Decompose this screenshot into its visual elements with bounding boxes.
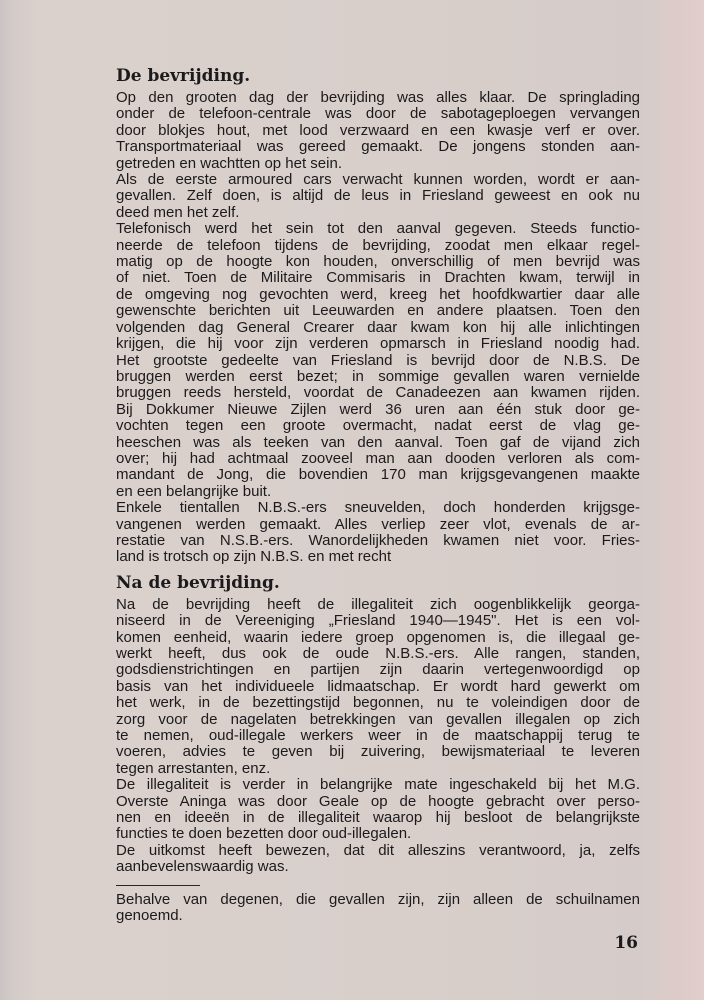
text-line: bruggen werden eerst bezet; in sommige gevallen waren vernielde: [116, 367, 640, 385]
footnote: [116, 892, 640, 925]
text-line: Telefonisch werd het sein tot den aanval gegeven. Steeds functio-: [116, 220, 640, 238]
text-line: Het grootste gedeelte van Friesland is bevrijd door de N.B.S. De: [116, 351, 640, 369]
text-line: het werk, in de bezettingstijd begonnen, nu te voleindigen door de: [116, 694, 640, 712]
text-line: Overste Aninga was door Geale op de hoogte gebracht over perso-: [116, 792, 640, 810]
text-line: komen eenheid, waarin iedere groep opgenomen is, die illegaal ge-: [116, 628, 640, 646]
section-heading: Na de bevrijding.: [116, 572, 280, 593]
page-number-row: [116, 933, 640, 953]
text-line: of niet. Toen de Militaire Commisaris in Drachten kwam, terwijl in: [116, 269, 640, 287]
text-line: De uitkomst heeft bewezen, dat dit alleszins verantwoord, ja, zelfs: [116, 841, 640, 859]
text-line: deed men het zelf.: [116, 203, 240, 221]
text-line: volgenden dag General Crearer daar kwam kon hij alle inlichtingen: [116, 318, 640, 336]
text-line: voeren, advies te geven bij zuivering, bewijsmateriaal te leveren: [116, 743, 640, 761]
text-line: over; hij had achtmaal zooveel man aan dooden verloren als com-: [116, 449, 640, 467]
text-line: Bij Dokkumer Nieuwe Zijlen werd 36 uren aan één stuk door ge-: [116, 400, 640, 418]
section-heading: De bevrijding.: [116, 66, 251, 86]
footnote-rule: [116, 885, 200, 886]
text-line: Transportmateriaal was gereed gemaakt. De jongens stonden aan-: [116, 138, 640, 156]
section-de-bevrijding: [116, 66, 640, 566]
text-line: en een belangrijke buit.: [116, 482, 272, 500]
text-line: Op den grooten dag der bevrijding was alles klaar. De springlading: [116, 89, 640, 106]
text-line: genoemd.: [116, 907, 183, 925]
section-body: [116, 597, 640, 876]
page-content: [116, 66, 640, 953]
text-line: tegen arrestanten, enz.: [116, 759, 271, 777]
text-line: werkt heeft, dus ook de oude N.B.S.-ers. Alle rangen, standen,: [116, 645, 640, 662]
text-line: godsdienstrichtingen en partijen zijn daarin vertegenwoordigd op: [116, 661, 640, 679]
text-line: door blokjes hout, met lood verzwaard en een kwasje verf er over.: [116, 121, 640, 139]
text-line: niseerd in de Vereeniging „Friesland 1940—1945". Het is een vol-: [116, 612, 640, 630]
text-line: matig op de hoogte kon houden, onverschillig of men bevrijd was: [116, 253, 640, 271]
text-line: gewenschte berichten uit Leeuwarden en andere plaatsen. Toen den: [116, 302, 640, 320]
section-na-de-bevrijding: [116, 573, 640, 876]
text-line: vangenen werden gemaakt. Alles verliep zeer vlot, evenals de ar-: [116, 515, 640, 533]
text-line: Na de bevrijding heeft de illegaliteit zich oogenblikkelijk georga-: [116, 595, 640, 613]
text-line: restatie van N.S.B.-ers. Wanordelijkheden kwamen niet voor. Fries-: [116, 531, 640, 549]
text-line: neerde de telefoon tijdens de bevrijding, zoodat men elkaar regel-: [116, 236, 640, 254]
text-line: nen en ideeën in de illegaliteit waarop hij besloot de belangrijkste: [116, 809, 640, 827]
text-line: Enkele tientallen N.B.S.-ers sneuvelden, doch honderden krijgsge-: [116, 499, 640, 517]
text-line: bruggen reeds hersteld, voordat de Canadeezen aan kwamen rijden.: [116, 384, 640, 402]
text-line: krijgen, die hij voor zijn verderen opmarsch in Friesland noodig had.: [116, 335, 640, 353]
text-line: onder de telefoon-centrale was door de sabotageploegen vervangen: [116, 105, 640, 123]
text-line: getreden en wachtten op het sein.: [116, 154, 342, 172]
text-line: De illegaliteit is verder in belangrijke mate ingeschakeld bij het M.G.: [116, 776, 640, 794]
text-line: basis van het individueele lidmaatschap. Er wordt hard gewerkt om: [116, 677, 640, 695]
text-line: Als de eerste armoured cars verwacht kunnen worden, wordt er aan-: [116, 171, 640, 189]
text-line: functies te doen bezetten door oud-illegalen.: [116, 825, 412, 843]
page-number: 16: [614, 932, 638, 953]
section-body: [116, 90, 640, 566]
text-line: heeschen was als teeken van den aanval. Toen gaf de vijand zich: [116, 433, 640, 451]
text-line: mandant de Jong, die bovendien 170 man krijgsgevangenen maakte: [116, 466, 640, 484]
text-line: de omgeving nog gevochten werd, kreeg het hoofdkwartier daar alle: [116, 285, 640, 303]
text-line: vochten tegen een groote overmacht, nadat eerst de vlag ge-: [116, 417, 640, 435]
text-line: gevallen. Zelf doen, is altijd de leus in Friesland geweest en ook nu: [116, 187, 640, 205]
text-line: te nemen, oud-illegale werkers weer in de maatschappij terug te: [116, 727, 640, 745]
text-line: aanbevelenswaardig was.: [116, 858, 289, 876]
text-line: zorg voor de nagelaten betrekkingen van gevallen illegalen op zich: [116, 710, 640, 728]
text-line: land is trotsch op zijn N.B.S. en met recht: [116, 548, 392, 566]
text-line: Behalve van degenen, die gevallen zijn, zijn alleen de schuilnamen: [116, 890, 640, 908]
